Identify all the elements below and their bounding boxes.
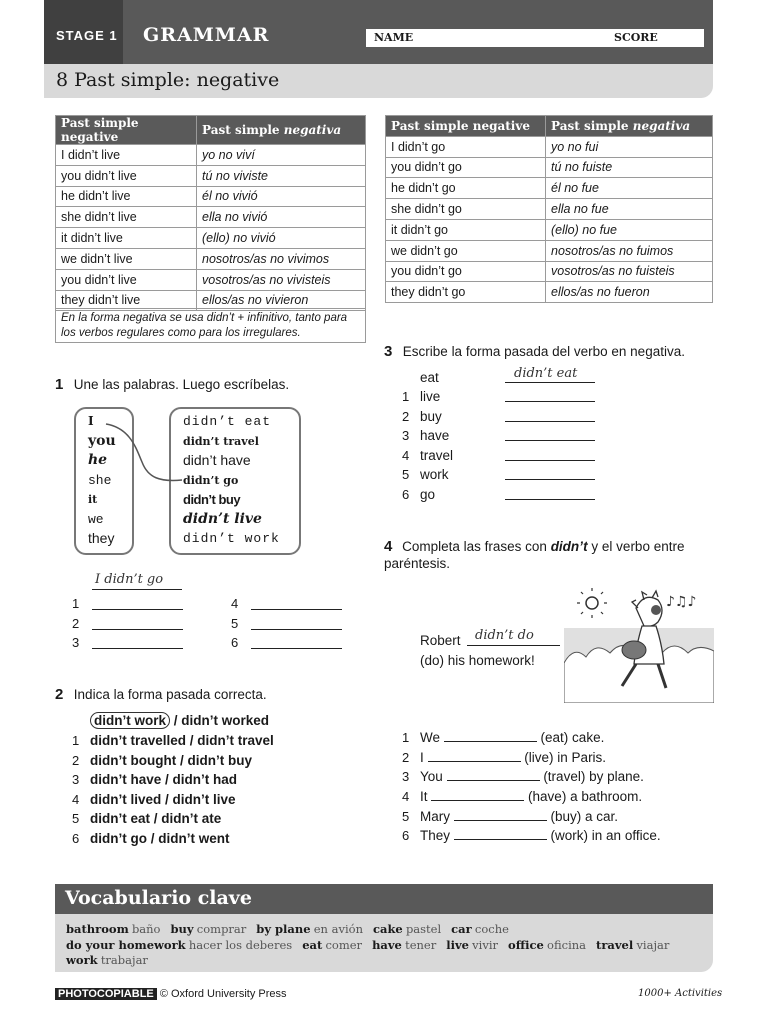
table-head-es	[546, 116, 713, 137]
exercise-3-example-verb: eat	[420, 370, 439, 385]
table-row	[386, 261, 713, 282]
item-number: 6	[402, 828, 410, 844]
vocabulary-title: Vocabulario clave	[55, 884, 713, 914]
sentence-rest: (travel) by plane.	[543, 769, 644, 785]
item-number: 5	[231, 615, 239, 631]
table-row	[56, 248, 366, 269]
verb-row	[402, 409, 602, 429]
exercise-4-instruction-a: Completa las frases con	[402, 539, 551, 554]
item-number: 3	[72, 635, 80, 650]
answer-row	[231, 635, 351, 654]
cell-spanish: nosotros/as no vivimos	[197, 248, 366, 269]
table-row	[56, 145, 366, 166]
vocab-english: buy	[170, 922, 194, 936]
verb-row	[402, 487, 602, 507]
sentence-row	[402, 730, 661, 750]
exercise-3-instruction: Escribe la forma pasada del verbo en negativa.	[402, 344, 685, 359]
exercise-4-example-post: (do) his homework!	[420, 653, 535, 668]
answer-blank[interactable]	[505, 487, 595, 500]
vocab-spanish: coche	[474, 922, 509, 936]
answer-row	[231, 596, 351, 615]
answer-row	[231, 616, 351, 635]
choice-options[interactable]: didn’t travelled / didn’t travel	[90, 733, 274, 748]
exercise-1-number: 1	[55, 376, 64, 393]
exercise-1-example-answer: I didn’t go	[95, 572, 164, 587]
cell-english: I didn’t go	[386, 136, 546, 157]
item-number: 2	[72, 752, 80, 768]
verb-row	[402, 389, 602, 409]
verb-prompt: buy	[420, 408, 442, 424]
vocab-spanish: viajar	[636, 937, 670, 952]
cell-spanish: yo no fui	[546, 136, 713, 157]
verb-list	[183, 412, 301, 549]
stage-label: STAGE 1	[44, 0, 123, 64]
table-go-body	[386, 136, 713, 302]
table-header-row	[386, 116, 713, 137]
choice-options[interactable]: didn’t lived / didn’t live	[90, 791, 236, 807]
cell-english: you didn’t live	[56, 269, 197, 290]
exercise-2-number: 2	[55, 686, 64, 703]
answer-blank[interactable]	[431, 789, 524, 801]
cell-spanish: ellos/as no vivieron	[197, 290, 366, 311]
footer-right: 1000+ Activities	[638, 988, 723, 999]
verb-row	[402, 448, 602, 468]
item-number: 1	[72, 733, 80, 748]
cell-english: you didn’t live	[56, 165, 197, 186]
verb-prompt: work	[420, 467, 449, 482]
item-number: 6	[72, 830, 80, 846]
footer	[55, 988, 287, 1000]
verb-prompt: travel	[420, 447, 454, 463]
cell-english: she didn’t go	[386, 199, 546, 220]
example-line	[92, 589, 182, 590]
verb-prompt: go	[420, 486, 436, 502]
table-head-es-italic: negativa	[283, 123, 342, 137]
table-row	[386, 282, 713, 303]
exercise-3-items	[402, 389, 602, 506]
cell-english: it didn’t live	[56, 228, 197, 249]
item-number: 4	[231, 596, 239, 611]
page-title: GRAMMAR	[143, 24, 270, 46]
cell-english: you didn’t go	[386, 261, 546, 282]
verb-item[interactable]: didn’t work	[183, 531, 280, 546]
cell-english: we didn’t live	[56, 248, 197, 269]
exercise-2-example	[90, 713, 269, 728]
choice-row	[72, 772, 274, 792]
cell-english: I didn’t live	[56, 145, 197, 166]
press-credit: © Oxford University Press	[159, 988, 287, 1000]
table-head-es-italic: negativa	[632, 118, 691, 133]
table-row	[56, 228, 366, 249]
table-row	[386, 136, 713, 157]
table-row	[56, 207, 366, 228]
table-row	[56, 269, 366, 290]
item-number: 2	[402, 408, 410, 424]
exercise-4-instruction-em: didn’t	[550, 539, 588, 554]
exercise-2-heading	[55, 686, 267, 704]
item-number: 2	[402, 749, 410, 765]
choice-row	[72, 831, 274, 851]
verb-prompt: live	[420, 389, 441, 404]
answer-blank[interactable]	[92, 635, 183, 649]
cell-english: he didn’t go	[386, 178, 546, 199]
vocab-spanish: tener	[405, 937, 437, 952]
vocab-spanish: trabajar	[100, 953, 148, 967]
exercise-4-heading	[384, 538, 714, 572]
choice-row	[72, 792, 274, 812]
pronoun-item[interactable]: we	[88, 511, 104, 527]
pronoun-item[interactable]: I	[88, 414, 94, 428]
cell-spanish: tú no viviste	[197, 165, 366, 186]
cell-spanish: ella no fue	[546, 199, 713, 220]
vocabulary-list	[66, 922, 706, 969]
photocopiable-badge: PHOTOCOPIABLE	[55, 988, 157, 1000]
cell-spanish: tú no fuiste	[546, 157, 713, 178]
vocab-english: bathroom	[66, 922, 129, 936]
table-row	[386, 157, 713, 178]
item-number: 3	[72, 772, 80, 787]
choice-options[interactable]: didn’t eat / didn’t ate	[90, 811, 222, 826]
cell-spanish: ella no vivió	[197, 207, 366, 228]
vocab-english: travel	[596, 937, 634, 952]
pronoun-item[interactable]: they	[88, 530, 115, 546]
sentence-row	[402, 789, 661, 809]
sentence-subject: You	[420, 769, 443, 785]
table-head-en: Past simple negative	[56, 116, 197, 145]
sentence-row	[402, 750, 661, 770]
vocab-spanish: comprar	[196, 922, 247, 936]
cell-spanish: ellos/as no fueron	[546, 282, 713, 303]
cell-spanish: yo no viví	[197, 145, 366, 166]
choice-options[interactable]: didn’t have / didn’t had	[90, 772, 237, 787]
choice-options[interactable]: didn’t go / didn’t went	[90, 830, 230, 846]
grammar-note: En la forma negativa se usa didn’t + infinitivo, tanto para los verbos regulares como para los irregulares.	[55, 308, 366, 343]
choice-row	[72, 811, 274, 831]
choice-row	[72, 753, 274, 773]
circled-answer[interactable]: didn’t work	[90, 712, 170, 729]
item-number: 3	[402, 769, 410, 785]
answer-blank[interactable]	[505, 389, 595, 402]
exercise-3-heading	[384, 343, 685, 361]
verb-item[interactable]: didn’t live	[183, 510, 262, 527]
table-row	[56, 165, 366, 186]
verb-row	[402, 428, 602, 448]
example-line	[505, 382, 595, 383]
sentence-rest: (live) in Paris.	[524, 749, 607, 765]
exercise-2-items	[72, 733, 274, 850]
sentence-subject: It	[420, 789, 428, 805]
answer-row	[72, 596, 192, 615]
cell-spanish: (ello) no vivió	[197, 228, 366, 249]
answer-row	[72, 635, 192, 654]
item-number: 1	[402, 389, 410, 404]
table-live-body	[56, 145, 366, 311]
exercise-4-example-answer: didn’t do	[475, 628, 534, 643]
section-title: 8 Past simple: negative	[44, 64, 713, 98]
answer-blank[interactable]	[505, 409, 595, 422]
exercise-1-instruction: Une las palabras. Luego escríbelas.	[73, 377, 290, 392]
sentence-row	[402, 809, 661, 829]
verb-item[interactable]: didn’t eat	[183, 414, 272, 429]
item-number: 4	[72, 791, 80, 807]
answer-blank[interactable]	[92, 596, 183, 610]
cell-english: he didn’t live	[56, 186, 197, 207]
answer-blank[interactable]	[505, 428, 595, 441]
exercise-4-instruction-b: y el verbo entre paréntesis.	[384, 539, 685, 571]
vocab-english: cake	[372, 922, 403, 936]
example-line	[467, 645, 560, 646]
sun-rays	[577, 588, 607, 618]
sentence-subject: We	[420, 730, 441, 745]
cell-english: it didn’t go	[386, 219, 546, 240]
table-go	[385, 115, 713, 303]
sentence-subject: They	[420, 828, 451, 844]
table-row	[386, 178, 713, 199]
vocab-english: live	[446, 937, 469, 952]
sentence-subject: I	[420, 749, 424, 765]
vocab-spanish: hacer los deberes	[188, 937, 293, 952]
table-head-en: Past simple negative	[386, 116, 546, 137]
sentence-subject: Mary	[420, 808, 450, 824]
item-number: 5	[402, 808, 410, 824]
vocab-spanish: comer	[325, 937, 363, 952]
answer-row	[72, 616, 192, 635]
exercise-3-example-answer: didn’t eat	[514, 366, 578, 381]
example-wrong-option: / didn’t worked	[170, 713, 270, 728]
item-number: 1	[402, 730, 410, 745]
vocab-spanish: oficina	[547, 937, 587, 952]
vocab-english: eat	[302, 937, 323, 952]
answer-blank[interactable]	[505, 448, 595, 461]
score-label: SCORE	[614, 31, 658, 44]
answer-blank[interactable]	[251, 635, 342, 649]
vocab-english: have	[372, 937, 402, 952]
item-number: 5	[402, 467, 410, 482]
sentence-row	[402, 769, 661, 789]
answer-blank[interactable]	[92, 616, 183, 630]
name-label: NAME	[374, 31, 414, 44]
cell-english: they didn’t go	[386, 282, 546, 303]
sun	[586, 597, 598, 609]
verb-item[interactable]: didn’t have	[183, 452, 251, 468]
sentence-rest: (have) a bathroom.	[528, 789, 643, 805]
vocab-english: office	[508, 937, 544, 952]
sentence-row	[402, 828, 661, 848]
table-header-row	[56, 116, 366, 145]
answer-blank[interactable]	[251, 596, 342, 610]
choice-row	[72, 733, 274, 753]
ball	[622, 641, 646, 659]
exercise-4-items	[402, 730, 661, 848]
exercise-4-example-pre: Robert	[420, 633, 461, 648]
answer-blank[interactable]	[428, 750, 521, 762]
vocab-spanish: pastel	[405, 922, 442, 936]
music-notes: ♪♫♪	[666, 594, 697, 610]
item-number: 5	[72, 811, 80, 826]
vocab-english: car	[451, 922, 472, 936]
cell-spanish: vosotros/as no fuisteis	[546, 261, 713, 282]
answer-blank[interactable]	[251, 616, 342, 630]
sentence-rest: (work) in an office.	[550, 828, 661, 844]
headphones	[651, 605, 661, 615]
pronoun-item[interactable]: it	[88, 493, 98, 506]
item-number: 4	[402, 447, 410, 463]
cell-spanish: nosotros/as no fuimos	[546, 240, 713, 261]
table-row	[386, 199, 713, 220]
cell-english: they didn’t live	[56, 290, 197, 311]
answer-blank[interactable]	[444, 730, 537, 742]
vocab-spanish: baño	[131, 922, 161, 936]
pronoun-item[interactable]: he	[88, 452, 108, 468]
vocab-english: by plane	[256, 922, 311, 936]
exercise-3-number: 3	[384, 343, 393, 360]
table-row	[56, 186, 366, 207]
table-row	[386, 219, 713, 240]
boy-with-headphones-illustration	[564, 588, 714, 703]
vocab-english: do your homework	[66, 937, 186, 952]
sentence-rest: (eat) cake.	[540, 730, 605, 745]
verb-item[interactable]: didn’t buy	[183, 492, 241, 507]
table-head-es-text: Past simple	[551, 118, 633, 133]
table-head-es-text: Past simple	[202, 123, 284, 137]
name-score-box	[366, 29, 704, 47]
pronoun-item[interactable]: she	[88, 472, 112, 488]
item-number: 2	[72, 615, 80, 631]
verb-prompt: have	[420, 428, 450, 443]
item-number: 6	[231, 635, 239, 650]
vocab-spanish: en avión	[313, 922, 363, 936]
cell-spanish: él no fue	[546, 178, 713, 199]
cell-spanish: él no vivió	[197, 186, 366, 207]
item-number: 4	[402, 789, 410, 805]
exercise-1-heading	[55, 376, 289, 394]
table-live	[55, 115, 366, 311]
exercise-2-instruction: Indica la forma pasada correcta.	[73, 687, 267, 702]
cell-english: she didn’t live	[56, 207, 197, 228]
exercise-4-number: 4	[384, 538, 393, 555]
cell-english: we didn’t go	[386, 240, 546, 261]
table-row	[386, 240, 713, 261]
vocab-spanish: vivir	[472, 937, 499, 952]
pronoun-item[interactable]: you	[88, 432, 116, 449]
answer-blank[interactable]	[447, 769, 540, 781]
answer-blank[interactable]	[454, 809, 547, 821]
cell-english: you didn’t go	[386, 157, 546, 178]
choice-options[interactable]: didn’t bought / didn’t buy	[90, 752, 252, 768]
verb-item[interactable]: didn’t go	[183, 473, 239, 487]
verb-row	[402, 467, 602, 487]
match-connector-line	[100, 418, 190, 488]
cell-spanish: (ello) no fue	[546, 219, 713, 240]
item-number: 6	[402, 486, 410, 502]
sentence-rest: (buy) a car.	[550, 808, 619, 824]
verb-item[interactable]: didn’t travel	[183, 434, 259, 448]
table-head-es	[197, 116, 366, 145]
vocab-english: work	[66, 953, 98, 967]
answer-blank[interactable]	[454, 828, 547, 840]
cell-spanish: vosotros/as no vivisteis	[197, 269, 366, 290]
item-number: 3	[402, 428, 410, 443]
item-number: 1	[72, 596, 80, 611]
answer-blank[interactable]	[505, 467, 595, 480]
